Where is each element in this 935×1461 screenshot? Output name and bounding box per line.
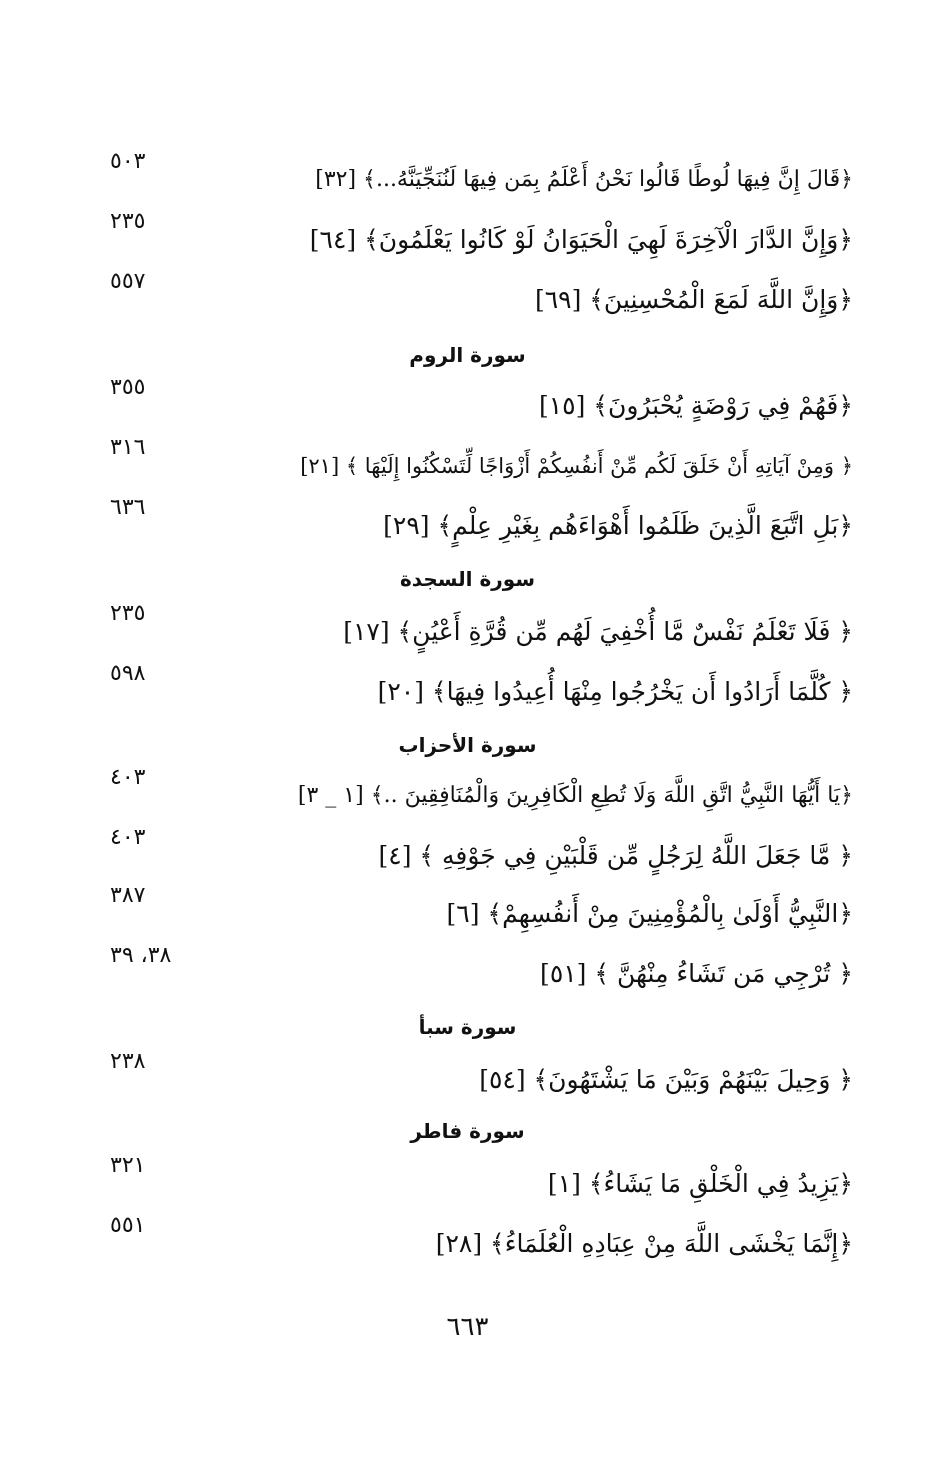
surah-heading: سورة السجدة: [400, 567, 535, 591]
page-reference: ٣٥٥: [110, 375, 146, 400]
page-reference: ٥٩٨: [110, 661, 146, 686]
page-reference: ٣٨٧: [110, 883, 146, 908]
index-entry: [0, 661, 935, 728]
verse-text: ﴿ مَّا جَعَلَ اللَّهُ لِرَجُلٍ مِّن قَلْبَيْنِ فِي جَوْفِهِ ﴾ [٤]: [378, 841, 853, 870]
verse-text: ﴿النَّبِيُّ أَوْلَىٰ بِالْمُؤْمِنِينَ مِنْ أَنفُسِهِمْ﴾ [٦]: [446, 899, 853, 928]
verse-text: ﴿ كُلَّمَا أَرَادُوا أَن يَخْرُجُوا مِنْهَا أُعِيدُوا فِيهَا﴾ [٢٠]: [377, 677, 853, 706]
verse-text: ﴿فَهُمْ فِي رَوْضَةٍ يُحْبَرُونَ﴾ [١٥]: [538, 391, 853, 420]
surah-heading: سورة الأحزاب: [398, 733, 537, 757]
surah-heading: سورة سبأ: [418, 1015, 517, 1039]
index-entry: [0, 1049, 935, 1116]
page-reference: ٤٠٣: [110, 765, 146, 790]
page-reference: ٦٣٦: [110, 495, 146, 520]
page-reference: ٢٣٨: [110, 1049, 146, 1074]
page-reference: ٣٨، ٣٩: [110, 943, 172, 968]
verse-text: ﴿ فَلَا تَعْلَمُ نَفْسٌ مَّا أُخْفِيَ لَهُم مِّن قُرَّةِ أَعْيُنٍ﴾ [١٧]: [343, 617, 853, 646]
verse-text: ﴿قَالَ إِنَّ فِيهَا لُوطًا قَالُوا نَحْنُ أَعْلَمُ بِمَن فِيهَا لَنُنَجِّيَنَّهُ...﴾ [٣٢]: [315, 167, 853, 192]
page-reference: ٥٥١: [110, 1213, 146, 1238]
page-reference: ٣١٦: [110, 435, 146, 460]
page-reference: ٢٣٥: [110, 601, 146, 626]
index-entry: [0, 943, 935, 1010]
verse-text: ﴿بَلِ اتَّبَعَ الَّذِينَ ظَلَمُوا أَهْوَاءَهُم بِغَيْرِ عِلْمٍ﴾ [٢٩]: [383, 511, 853, 540]
verse-text: ﴿وَإِنَّ الدَّارَ الْآخِرَةَ لَهِيَ الْحَيَوَانُ لَوْ كَانُوا يَعْلَمُونَ﴾ [٦٤]: [309, 225, 853, 254]
index-entry: [0, 495, 935, 562]
page-number: ٦٦٣: [446, 1312, 489, 1342]
page-reference: ٣٢١: [110, 1153, 146, 1178]
verse-text: ﴿ تُرْجِي مَن تَشَاءُ مِنْهُنَّ ﴾ [٥١]: [540, 959, 853, 988]
page-reference: ٥٥٧: [110, 269, 146, 294]
verse-text: ﴿يَزِيدُ فِي الْخَلْقِ مَا يَشَاءُ﴾ [١]: [547, 1169, 853, 1198]
surah-heading: سورة فاطر: [410, 1119, 525, 1143]
verse-text: ﴿وَإِنَّ اللَّهَ لَمَعَ الْمُحْسِنِينَ﴾ [٦٩]: [534, 285, 853, 314]
surah-heading: سورة الروم: [409, 343, 526, 367]
page-reference: ٢٣٥: [110, 209, 146, 234]
verse-text: ﴿يَا أَيُّهَا النَّبِيُّ اتَّقِ اللَّهَ وَلَا تُطِعِ الْكَافِرِينَ وَالْمُنَافِقِينَ ..﴾ [١ _ ٣]: [297, 783, 853, 808]
page-reference: ٥٠٣: [110, 149, 146, 174]
page-reference: ٤٠٣: [110, 825, 146, 850]
index-entry: [0, 269, 935, 336]
verse-text: ﴿ وَمِنْ آيَاتِهِ أَنْ خَلَقَ لَكُم مِّنْ أَنفُسِكُمْ أَزْوَاجًا لِّتَسْكُنُوا إِلَيْهَا ﴾ [٢١]: [300, 454, 853, 478]
verse-text: ﴿ وَحِيلَ بَيْنَهُمْ وَبَيْنَ مَا يَشْتَهُونَ﴾ [٥٤]: [479, 1065, 853, 1094]
verse-text: ﴿إِنَّمَا يَخْشَى اللَّهَ مِنْ عِبَادِهِ الْعُلَمَاءُ﴾ [٢٨]: [435, 1229, 853, 1258]
index-entry: [0, 1213, 935, 1280]
